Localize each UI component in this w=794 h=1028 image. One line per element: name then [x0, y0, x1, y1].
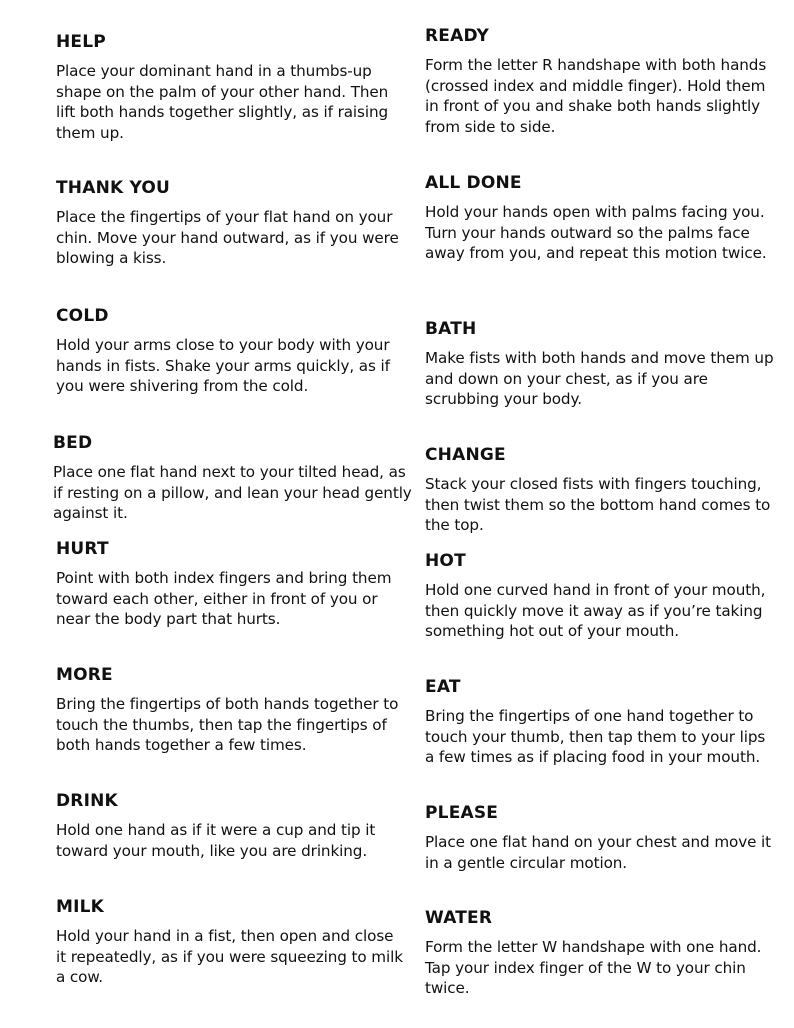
sign-title: COLD: [56, 306, 109, 326]
sign-title: BED: [53, 433, 93, 453]
sign-title: HELP: [56, 32, 106, 52]
sign-entry-all-done: [425, 173, 775, 264]
sign-title: EAT: [425, 677, 461, 697]
sign-description: Place the fingertips of your flat hand on your chin. Move your hand outward, as if you were blowing a kiss.: [56, 208, 399, 267]
sign-description: Hold one hand as if it were a cup and tip it toward your mouth, like you are drinking.: [56, 821, 376, 860]
sign-entry-water: [425, 908, 775, 999]
sign-description: Bring the fingertips of one hand together to touch your thumb, then tap them to your lips a few times as if placing food in your mouth.: [425, 707, 766, 766]
sign-entry-hurt: [56, 539, 406, 630]
sign-title: WATER: [425, 908, 493, 928]
sign-entry-please: [425, 803, 775, 873]
sign-title: PLEASE: [425, 803, 499, 823]
sign-description: Place one flat hand next to your tilted head, as if resting on a pillow, and lean your head gently against it.: [53, 463, 412, 522]
sign-description: Form the letter W handshape with one hand. Tap your index finger of the W to your chin twice.: [425, 938, 762, 997]
sign-title: DRINK: [56, 791, 118, 811]
sign-entry-thank-you: [56, 178, 406, 269]
sign-entry-bath: [425, 319, 775, 410]
sign-title: HOT: [425, 551, 466, 571]
sign-entry-cold: [56, 306, 406, 397]
sign-entry-eat: [425, 677, 775, 768]
sign-entry-more: [56, 665, 406, 756]
sign-description: Make fists with both hands and move them up and down on your chest, as if you are scrubbing your body.: [425, 349, 774, 408]
sign-title: MORE: [56, 665, 113, 685]
sign-description: Hold your arms close to your body with your hands in fists. Shake your arms quickly, as if you were shivering from the cold.: [56, 336, 390, 395]
sign-description: Bring the fingertips of both hands together to touch the thumbs, then tap the fingertips of both hands together a few times.: [56, 695, 399, 754]
sign-title: THANK YOU: [56, 178, 171, 198]
sign-entry-change: [425, 445, 775, 536]
sign-description: Point with both index fingers and bring them toward each other, either in front of you or near the body part that hurts.: [56, 569, 392, 628]
sign-description: Hold one curved hand in front of your mouth, then quickly move it away as if you’re taking something hot out of your mouth.: [425, 581, 766, 640]
sign-entry-drink: [56, 791, 406, 861]
sign-title: MILK: [56, 897, 105, 917]
sign-title: HURT: [56, 539, 109, 559]
sign-title: CHANGE: [425, 445, 506, 465]
sign-description: Place one flat hand on your chest and move it in a gentle circular motion.: [425, 833, 772, 872]
sign-entry-hot: [425, 551, 775, 642]
sign-entry-ready: [425, 26, 775, 137]
sign-description: Hold your hand in a fist, then open and close it repeatedly, as if you were squeezing to milk a cow.: [56, 927, 403, 986]
sign-description: Place your dominant hand in a thumbs-up shape on the palm of your other hand. Then lift both hands together slightly, as if raising them up.: [56, 62, 389, 142]
sign-title: ALL DONE: [425, 173, 522, 193]
sign-description: Form the letter R handshape with both hands (crossed index and middle finger). Hold them in front of you and shake both hands slightly from side to side.: [425, 56, 767, 136]
sign-title: READY: [425, 26, 490, 46]
sign-description: Hold your hands open with palms facing you. Turn your hands outward so the palms face away from you, and repeat this motion twice.: [425, 203, 767, 262]
sign-title: BATH: [425, 319, 477, 339]
sign-entry-milk: [56, 897, 406, 988]
sign-entry-help: [56, 32, 406, 143]
sign-description: Stack your closed fists with fingers touching, then twist them so the bottom hand comes to the top.: [425, 475, 771, 534]
sign-entry-bed: [53, 433, 413, 524]
